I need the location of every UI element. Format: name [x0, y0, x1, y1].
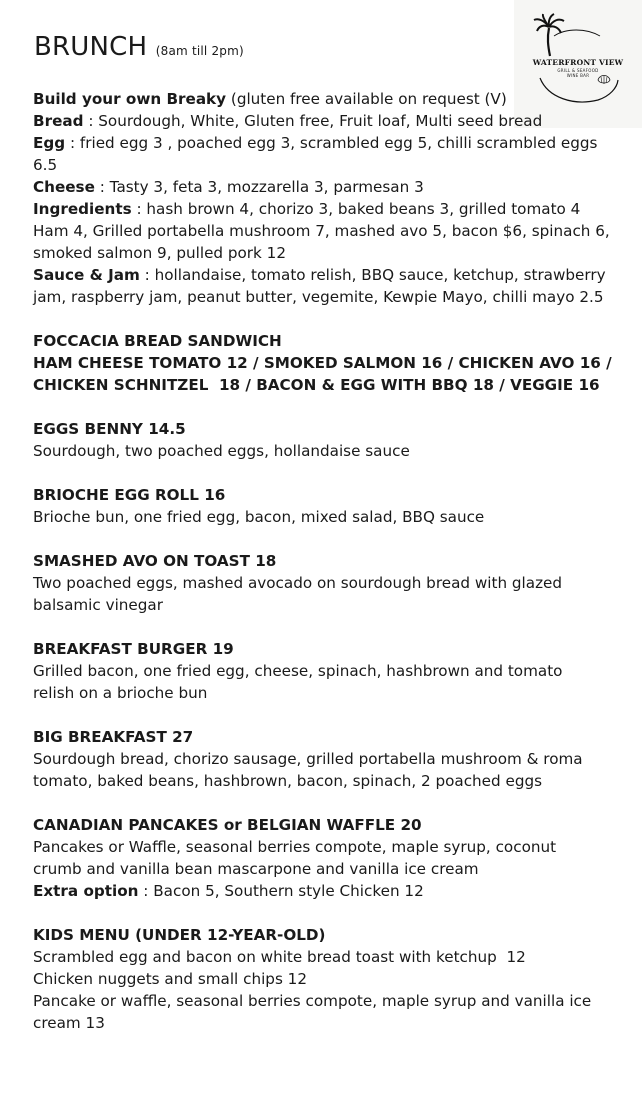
big-breakfast-desc-1: Sourdough bread, chorizo sausage, grilled portabella mushroom & roma	[33, 750, 583, 768]
section-gap	[33, 616, 623, 638]
egg-label: Egg	[33, 134, 66, 152]
kids-item-3b: cream 13	[33, 1014, 105, 1032]
logo-name: WATERFRONT VIEW	[532, 58, 624, 67]
build-breaky-heading: Build your own Breaky	[33, 90, 227, 108]
brioche-roll-heading: BRIOCHE EGG ROLL 16	[33, 486, 226, 504]
section-gap	[33, 462, 623, 484]
page-title	[34, 32, 244, 62]
breakfast-burger-heading: BREAKFAST BURGER 19	[33, 640, 234, 658]
egg-options: : fried egg 3 , poached egg 3, scrambled egg 5, chilli scrambled eggs 6.5	[33, 134, 603, 174]
pancakes-extra-line	[33, 880, 623, 902]
cheese-options: : Tasty 3, feta 3, mozzarella 3, parmesan 3	[94, 178, 424, 196]
ingredients-line-2: Ham 4, Grilled portabella mushroom 7, mashed avo 5, bacon $6, spinach 6,	[33, 222, 610, 240]
extra-option-text: : Bacon 5, Southern style Chicken 12	[138, 882, 424, 900]
egg-line	[33, 132, 623, 176]
section-gap	[33, 902, 623, 924]
build-breaky-heading-line	[33, 88, 623, 110]
sauce-line-2: jam, raspberry jam, peanut butter, vegemite, Kewpie Mayo, chilli mayo 2.5	[33, 288, 604, 306]
kids-item-3a: Pancake or waffle, seasonal berries compote, maple syrup and vanilla ice	[33, 992, 592, 1010]
bread-options: : Sourdough, White, Gluten free, Fruit loaf, Multi seed bread	[83, 112, 543, 130]
pancakes-desc-2: crumb and vanilla bean mascarpone and vanilla ice cream	[33, 860, 479, 878]
bread-label: Bread	[33, 112, 84, 130]
smashed-avo-heading: SMASHED AVO ON TOAST 18	[33, 552, 277, 570]
big-breakfast-heading: BIG BREAKFAST 27	[33, 728, 194, 746]
cheese-line	[33, 176, 623, 198]
smashed-avo-desc-2: balsamic vinegar	[33, 596, 163, 614]
breakfast-burger-desc-2: relish on a brioche bun	[33, 684, 208, 702]
section-gap	[33, 396, 623, 418]
pancakes-heading: CANADIAN PANCAKES or BELGIAN WAFFLE 20	[33, 816, 422, 834]
big-breakfast-desc-2: tomato, baked beans, hashbrown, bacon, spinach, 2 poached eggs	[33, 772, 543, 790]
section-gap	[33, 308, 623, 330]
cheese-label: Cheese	[33, 178, 95, 196]
foccacia-heading: FOCCACIA BREAD SANDWICH	[33, 332, 282, 350]
extra-option-label: Extra option	[33, 882, 139, 900]
menu-hours: (8am till 2pm)	[155, 44, 244, 58]
section-gap	[33, 704, 623, 726]
eggs-benny-heading: EGGS BENNY 14.5	[33, 420, 186, 438]
kids-item-2: Chicken nuggets and small chips 12	[33, 970, 308, 988]
sauce-label: Sauce & Jam	[33, 266, 140, 284]
sauce-options: : hollandaise, tomato relish, BBQ sauce, ketchup, strawberry	[139, 266, 606, 284]
ingredients-line-3: smoked salmon 9, pulled pork 12	[33, 244, 287, 262]
foccacia-options-2: CHICKEN SCHNITZEL 18 / BACON & EGG WITH BBQ 18 / VEGGIE 16	[33, 376, 600, 394]
pancakes-desc-1: Pancakes or Waffle, seasonal berries compote, maple syrup, coconut	[33, 838, 557, 856]
bread-line	[33, 110, 623, 132]
kids-menu-heading: KIDS MENU (UNDER 12-YEAR-OLD)	[33, 926, 326, 944]
breakfast-burger-desc-1: Grilled bacon, one fried egg, cheese, spinach, hashbrown and tomato	[33, 662, 563, 680]
build-breaky-note: (gluten free available on request (V)	[226, 90, 507, 108]
foccacia-options-1: HAM CHEESE TOMATO 12 / SMOKED SALMON 16 / CHICKEN AVO 16 /	[33, 354, 612, 372]
ingredients-label: Ingredients	[33, 200, 132, 218]
eggs-benny-desc: Sourdough, two poached eggs, hollandaise sauce	[33, 442, 410, 460]
ingredients-options: : hash brown 4, chorizo 3, baked beans 3, grilled tomato 4	[131, 200, 581, 218]
smashed-avo-desc-1: Two poached eggs, mashed avocado on sourdough bread with glazed	[33, 574, 563, 592]
logo-tagline: GRILL & SEAFOOD	[557, 68, 599, 73]
brioche-roll-desc: Brioche bun, one fried egg, bacon, mixed salad, BBQ sauce	[33, 508, 485, 526]
sauce-line	[33, 264, 623, 286]
menu-title: BRUNCH	[34, 32, 148, 62]
ingredients-line	[33, 198, 623, 220]
menu-content	[33, 88, 623, 1034]
section-gap	[33, 528, 623, 550]
section-gap	[33, 792, 623, 814]
logo-tagline-2: WINE BAR	[566, 73, 590, 78]
kids-item-1: Scrambled egg and bacon on white bread toast with ketchup 12	[33, 948, 526, 966]
